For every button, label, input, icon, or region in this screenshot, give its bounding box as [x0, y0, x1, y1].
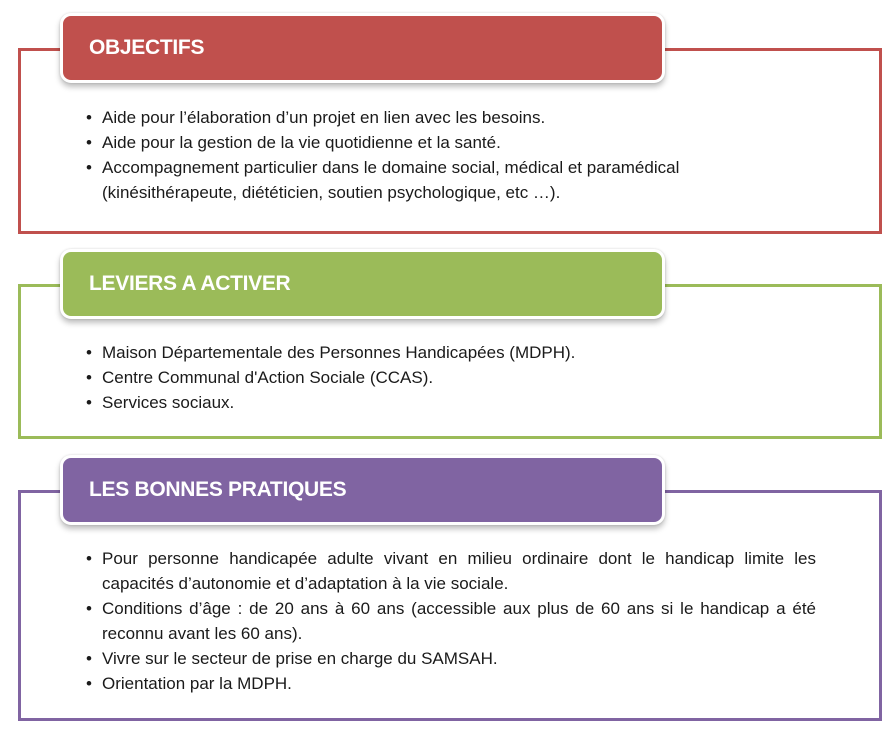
section-title: LES BONNES PRATIQUES — [89, 478, 347, 501]
list-item: • Services sociaux. — [86, 390, 806, 415]
list-item: • Aide pour l’élaboration d’un projet en lien avec les besoins. — [86, 105, 806, 130]
section-header — [60, 249, 665, 319]
bullet-list — [86, 105, 806, 205]
list-item: • Pour personne handicapée adulte vivant en milieu ordinaire dont le handicap limite les capacités d’autonomie et d’adaptation à la vie sociale. — [86, 546, 816, 596]
section-header — [60, 455, 665, 525]
section-title: OBJECTIFS — [89, 36, 205, 59]
section-header — [60, 13, 665, 83]
list-item: • Conditions d’âge : de 20 ans à 60 ans (accessible aux plus de 60 ans si le handicap a été reconnu avant les 60 ans). — [86, 596, 816, 646]
bullet-list — [86, 546, 816, 696]
list-item: • Orientation par la MDPH. — [86, 671, 816, 696]
bullet-list — [86, 340, 806, 415]
list-item: • Maison Départementale des Personnes Handicapées (MDPH). — [86, 340, 806, 365]
section-title: LEVIERS A ACTIVER — [89, 272, 291, 295]
list-item: • Accompagnement particulier dans le domaine social, médical et paramédical (kinésithérapeute, diététicien, soutien psychologique, etc …). — [86, 155, 806, 205]
list-item: • Centre Communal d'Action Sociale (CCAS). — [86, 365, 806, 390]
list-item: • Vivre sur le secteur de prise en charge du SAMSAH. — [86, 646, 816, 671]
list-item: • Aide pour la gestion de la vie quotidienne et la santé. — [86, 130, 806, 155]
